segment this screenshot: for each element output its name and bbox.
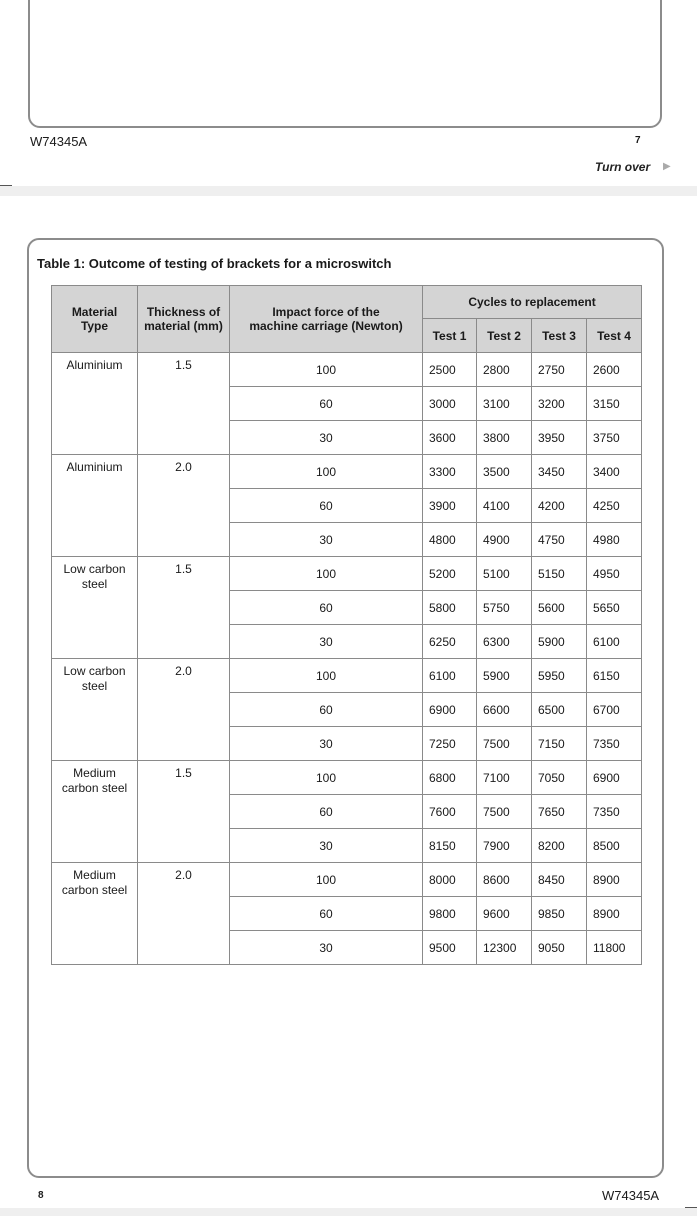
cell-test-1: 7600 [423,795,477,829]
cell-test-1: 5200 [423,557,477,591]
table-row [52,863,642,897]
cell-material: Low carbon steel [52,659,138,761]
header-impact-force: Impact force of the machine carriage (Newton) [230,286,423,353]
cell-test-1: 6900 [423,693,477,727]
page-gap [0,186,697,196]
cell-test-3: 9050 [532,931,587,965]
cell-material: Low carbon steel [52,557,138,659]
page-7 [0,0,697,186]
cell-thickness: 1.5 [138,557,230,659]
cell-test-2: 3100 [477,387,532,421]
cell-test-2: 7900 [477,829,532,863]
cell-test-4: 11800 [587,931,642,965]
cell-thickness: 1.5 [138,353,230,455]
cell-test-3: 8200 [532,829,587,863]
cell-test-4: 4980 [587,523,642,557]
cell-material: Aluminium [52,455,138,557]
cell-test-3: 7050 [532,761,587,795]
cell-test-2: 3800 [477,421,532,455]
header-thickness: Thickness of material (mm) [138,286,230,353]
cell-test-3: 8450 [532,863,587,897]
table-row [52,761,642,795]
cell-impact-force: 60 [230,693,423,727]
cell-test-4: 6700 [587,693,642,727]
cell-impact-force: 100 [230,659,423,693]
cell-test-2: 3500 [477,455,532,489]
cell-test-1: 6250 [423,625,477,659]
cell-test-4: 7350 [587,795,642,829]
answer-box [28,0,662,128]
header-cycles: Cycles to replacement [423,286,642,319]
cell-test-1: 6100 [423,659,477,693]
cell-test-4: 8900 [587,897,642,931]
cell-test-4: 6150 [587,659,642,693]
cell-test-2: 12300 [477,931,532,965]
cell-test-3: 5950 [532,659,587,693]
cell-test-3: 3950 [532,421,587,455]
cell-impact-force: 60 [230,795,423,829]
header-test-1: Test 1 [423,319,477,353]
paper-code: W74345A [30,134,88,149]
cell-impact-force: 30 [230,727,423,761]
cell-test-2: 5100 [477,557,532,591]
cell-test-4: 5650 [587,591,642,625]
header-material: Material Type [52,286,138,353]
cell-test-3: 3200 [532,387,587,421]
cell-test-1: 9500 [423,931,477,965]
cell-test-2: 7500 [477,727,532,761]
cell-test-3: 5900 [532,625,587,659]
page-number: 8 [38,1190,44,1201]
table-body [52,353,642,965]
cell-test-3: 7650 [532,795,587,829]
cell-material: Medium carbon steel [52,863,138,965]
cell-test-1: 3300 [423,455,477,489]
cell-material: Aluminium [52,353,138,455]
page-gap [0,1208,697,1216]
header-test-2: Test 2 [477,319,532,353]
cell-impact-force: 60 [230,897,423,931]
cell-test-2: 8600 [477,863,532,897]
page-number: 7 [635,135,641,146]
table-row [52,353,642,387]
cell-test-4: 8900 [587,863,642,897]
table-title: Table 1: Outcome of testing of brackets for a microswitch [37,256,392,271]
cell-test-4: 2600 [587,353,642,387]
cell-test-3: 4200 [532,489,587,523]
cell-test-1: 3000 [423,387,477,421]
cell-impact-force: 30 [230,523,423,557]
cell-impact-force: 30 [230,829,423,863]
cell-test-1: 9800 [423,897,477,931]
cell-test-4: 3150 [587,387,642,421]
cell-test-2: 7500 [477,795,532,829]
turn-over-label: Turn over [595,160,651,174]
cell-test-4: 8500 [587,829,642,863]
cell-test-3: 5150 [532,557,587,591]
cell-impact-force: 60 [230,387,423,421]
header-test-3: Test 3 [532,319,587,353]
play-arrow-icon: ▶ [663,161,671,172]
cell-impact-force: 100 [230,863,423,897]
cell-test-1: 2500 [423,353,477,387]
table-row [52,557,642,591]
cell-test-4: 7350 [587,727,642,761]
header-test-4: Test 4 [587,319,642,353]
cell-impact-force: 60 [230,591,423,625]
cell-test-3: 6500 [532,693,587,727]
cell-test-4: 4950 [587,557,642,591]
cell-material: Medium carbon steel [52,761,138,863]
cell-test-4: 4250 [587,489,642,523]
cell-test-1: 7250 [423,727,477,761]
cell-test-2: 2800 [477,353,532,387]
cell-test-2: 4100 [477,489,532,523]
cell-test-2: 4900 [477,523,532,557]
paper-code: W74345A [602,1188,660,1203]
page-8 [0,196,697,1208]
cell-test-2: 5900 [477,659,532,693]
cell-test-4: 3750 [587,421,642,455]
cell-test-1: 8000 [423,863,477,897]
cell-test-3: 7150 [532,727,587,761]
cell-test-3: 3450 [532,455,587,489]
cell-test-3: 2750 [532,353,587,387]
cell-test-3: 5600 [532,591,587,625]
cell-test-1: 3900 [423,489,477,523]
cell-test-1: 6800 [423,761,477,795]
cell-thickness: 2.0 [138,455,230,557]
cell-test-2: 5750 [477,591,532,625]
cell-impact-force: 30 [230,931,423,965]
cell-impact-force: 100 [230,557,423,591]
cell-thickness: 2.0 [138,863,230,965]
cell-test-4: 6100 [587,625,642,659]
cell-test-1: 3600 [423,421,477,455]
cell-impact-force: 100 [230,353,423,387]
cell-impact-force: 30 [230,421,423,455]
cell-test-3: 9850 [532,897,587,931]
table-row [52,659,642,693]
table-row [52,455,642,489]
cell-thickness: 2.0 [138,659,230,761]
cell-test-2: 7100 [477,761,532,795]
cell-impact-force: 100 [230,761,423,795]
cell-test-2: 6600 [477,693,532,727]
cell-test-2: 9600 [477,897,532,931]
cell-test-3: 4750 [532,523,587,557]
cell-test-1: 5800 [423,591,477,625]
cell-test-4: 6900 [587,761,642,795]
cell-impact-force: 60 [230,489,423,523]
cell-impact-force: 30 [230,625,423,659]
cell-thickness: 1.5 [138,761,230,863]
results-table [51,285,642,965]
cell-test-2: 6300 [477,625,532,659]
cell-test-1: 8150 [423,829,477,863]
cell-test-1: 4800 [423,523,477,557]
cell-impact-force: 100 [230,455,423,489]
cell-test-4: 3400 [587,455,642,489]
